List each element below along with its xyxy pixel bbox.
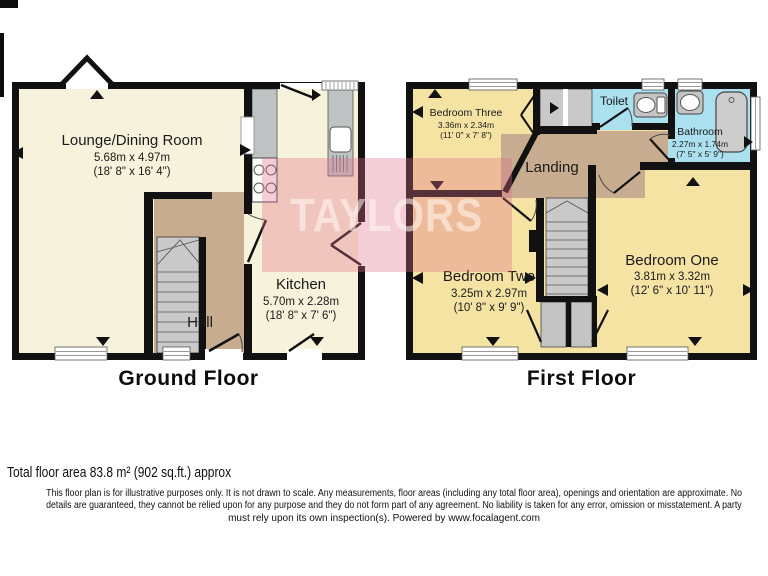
first-floor-plan: [406, 79, 760, 360]
bedroom-one-label: Bedroom One: [625, 252, 719, 269]
bathroom-label: Bathroom: [677, 126, 723, 138]
bedroom-one-imperial: (12' 6" x 10' 11"): [630, 285, 714, 297]
window: [322, 81, 358, 90]
window: [55, 347, 107, 360]
scan-artifact: [0, 33, 4, 97]
landing-label: Landing: [525, 159, 579, 176]
bedroom-three-label: Bedroom Three: [429, 107, 503, 119]
window: [642, 79, 664, 90]
kitchen-label: Kitchen: [275, 276, 327, 293]
lounge-imperial: (18' 8" x 16' 4"): [93, 166, 171, 178]
watermark-text: TAYLORS: [290, 189, 484, 241]
disclaimer: [0, 488, 768, 525]
toilet-icon: [634, 93, 667, 117]
stairs-icon: [157, 237, 199, 353]
disclaimer-line: This floor plan is for illustrative purposes only. It is not drawn to scale. Any measurements, floor areas (including any total floor area), openings and orientation are approximate. No: [46, 488, 742, 499]
bedroom-two-metric: 3.25m x 2.97m: [450, 288, 528, 300]
bedroom-three-imperial: (11' 0" x 7' 8"): [440, 130, 492, 140]
window: [163, 347, 190, 360]
bedroom-three-metric: 3.36m x 2.34m: [437, 120, 495, 130]
disclaimer-line: details are guaranteed, they cannot be relied upon for any purpose and they do not form part of any agreement. No liability is taken for any error, omission or misstatement. A party: [46, 500, 742, 512]
window: [469, 79, 517, 90]
ground-floor-plan: [12, 58, 365, 360]
ground-floor-title: Ground Floor: [118, 367, 259, 390]
window: [462, 347, 518, 360]
window: [678, 79, 702, 90]
scan-artifact: [0, 0, 18, 8]
basin-icon: [677, 91, 703, 114]
disclaimer-line: must rely upon its own inspection(s). Powered by www.focalagent.com: [228, 512, 540, 524]
bedroom-two-label: Bedroom Two: [442, 268, 536, 285]
bathroom-metric: 2.27m x 1.74m: [671, 139, 729, 149]
kitchen-imperial: (18' 8" x 7' 6"): [265, 310, 337, 322]
toilet-label: Toilet: [599, 94, 629, 108]
bay-window: [62, 58, 112, 89]
bathroom-imperial: (7' 5" x 5' 9"): [676, 149, 724, 159]
lounge-metric: 5.68m x 4.97m: [93, 152, 171, 164]
first-floor-title: First Floor: [526, 367, 637, 390]
stairwell: [540, 89, 592, 128]
bedroom-one-metric: 3.81m x 3.32m: [633, 271, 711, 283]
lounge-label: Lounge/Dining Room: [61, 132, 203, 149]
bedroom-two-imperial: (10' 8" x 9' 9"): [453, 302, 525, 314]
window: [627, 347, 688, 360]
kitchen-metric: 5.70m x 2.28m: [262, 296, 340, 308]
stairs-icon: [546, 198, 588, 302]
hob-icon: [252, 158, 277, 202]
hall-label: Hall: [187, 314, 213, 331]
total-floor-area: Total floor area 83.8 m² (902 sq.ft.) approx: [7, 464, 232, 481]
